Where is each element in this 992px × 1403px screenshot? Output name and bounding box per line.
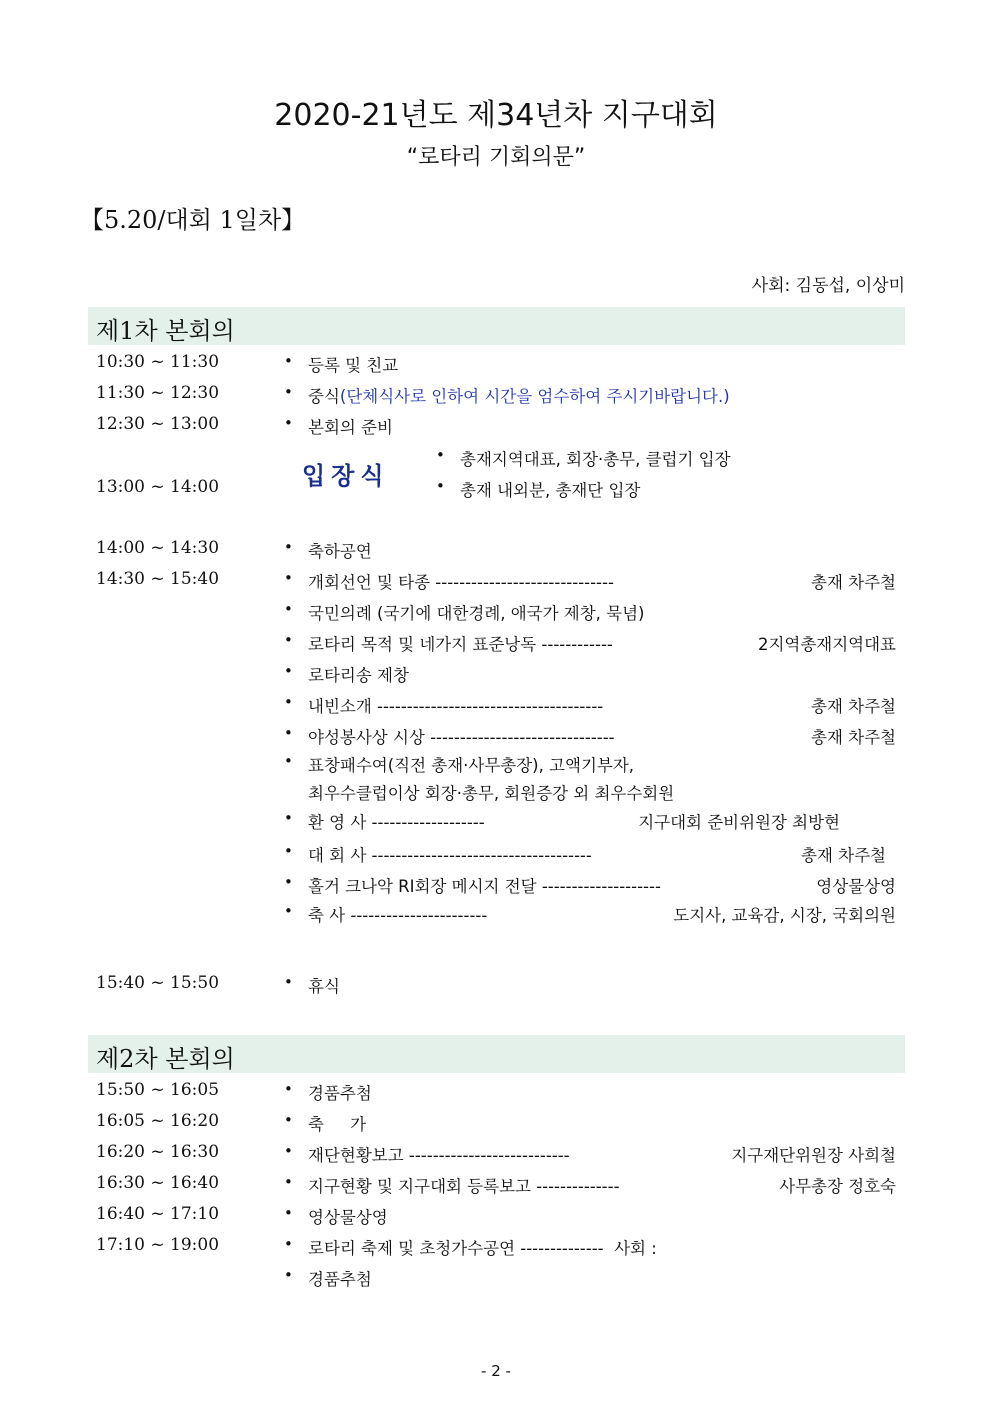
entrance-item: 총재 내외분, 총재단 입장: [460, 481, 641, 500]
bullet-icon: •: [284, 352, 293, 370]
section-2-title: 제2차 본회의: [96, 1045, 235, 1073]
bullet-icon: •: [436, 477, 445, 495]
bullet-icon: •: [284, 631, 293, 649]
schedule-item: 등록 및 친교: [308, 356, 399, 375]
bullet-icon: •: [284, 600, 293, 618]
schedule-item: 영상물상영: [308, 1208, 388, 1227]
schedule-time: 11:30 ~ 12:30: [96, 383, 220, 403]
schedule-item: 경품추첨: [308, 1084, 372, 1103]
schedule-item: 표창패수여(직전 총재·사무총장), 고액기부자,: [308, 756, 635, 775]
schedule-item: 지구현황 및 지구대회 등록보고 --------------: [308, 1177, 620, 1196]
entrance-label: 입장식: [302, 462, 390, 490]
section-1-title: 제1차 본회의: [96, 317, 235, 345]
schedule-time: 14:30 ~ 15:40: [96, 569, 220, 589]
schedule-time: 17:10 ~ 19:00: [96, 1235, 220, 1255]
schedule-item: 로타리 목적 및 네가지 표준낭독 ------------: [308, 635, 613, 654]
bullet-icon: •: [284, 873, 293, 891]
bullet-icon: •: [284, 1235, 293, 1253]
schedule-item: 개회선언 및 타종 ------------------------------: [308, 573, 614, 592]
bullet-icon: •: [284, 383, 293, 401]
schedule-item: [308, 383, 730, 407]
schedule-item-text: 중식: [308, 387, 340, 406]
bullet-icon: •: [284, 1080, 293, 1098]
section-1-header: [88, 307, 905, 345]
schedule-item: 내빈소개 --------------------------------------: [308, 697, 604, 716]
page-title: 2020-21년도 제34년차 지구대회: [274, 98, 718, 133]
schedule-item: 축하공연: [308, 542, 372, 561]
bullet-icon: •: [284, 569, 293, 587]
schedule-time: 13:00 ~ 14:00: [96, 477, 220, 497]
schedule-time: 14:00 ~ 14:30: [96, 538, 220, 558]
bullet-icon: •: [284, 1111, 293, 1129]
schedule-time: 12:30 ~ 13:00: [96, 414, 220, 434]
presenter: 2지역총재지역대표: [757, 635, 896, 654]
schedule-item: 로타리 축제 및 초청가수공연 -------------- 사회 :: [308, 1239, 657, 1258]
mc-names: 사회: 김동섭, 이상미: [751, 276, 905, 296]
schedule-item-continued: 최우수클럽이상 회장·총무, 회원증강 외 최우수회원: [308, 784, 675, 803]
bullet-icon: •: [284, 1204, 293, 1222]
schedule-time: 16:30 ~ 16:40: [96, 1173, 220, 1193]
schedule-time: 16:20 ~ 16:30: [96, 1142, 220, 1162]
presenter: 총재 차주철: [811, 728, 896, 747]
lunch-note: (단체식사로 인하여 시간을 엄수하여 주시기바랍니다.): [339, 387, 730, 406]
presenter: 총재 차주철: [811, 573, 896, 592]
presenter: 지구재단위원장 사희철: [731, 1146, 896, 1165]
schedule-time: 10:30 ~ 11:30: [96, 352, 220, 372]
presenter: 지구대회 준비위원장 최방현: [638, 813, 840, 832]
presenter: 총재 차주철: [811, 697, 896, 716]
bullet-icon: •: [284, 809, 293, 827]
bullet-icon: •: [284, 414, 293, 432]
presenter: 총재 차주철: [801, 846, 886, 865]
schedule-item: 재단현황보고 ---------------------------: [308, 1146, 570, 1165]
bullet-icon: •: [284, 1142, 293, 1160]
bullet-icon: •: [284, 842, 293, 860]
schedule-item: 축 가: [308, 1115, 367, 1134]
schedule-item: 환 영 사 -------------------: [308, 813, 485, 832]
entrance-item: 총재지역대표, 회장·총무, 클럽기 입장: [460, 450, 731, 469]
bullet-icon: •: [284, 1173, 293, 1191]
bullet-icon: •: [284, 752, 293, 770]
schedule-item: 경품추첨: [308, 1270, 372, 1289]
schedule-time: 16:40 ~ 17:10: [96, 1204, 220, 1224]
bullet-icon: •: [284, 902, 293, 920]
schedule-time: 16:05 ~ 16:20: [96, 1111, 220, 1131]
presenter: 사무총장 정호숙: [779, 1177, 896, 1196]
bullet-icon: •: [284, 538, 293, 556]
schedule-item: 휴식: [308, 977, 340, 996]
section-2-header: [88, 1035, 905, 1073]
page-subtitle: “로타리 기회의문”: [406, 145, 586, 170]
schedule-item: 야성봉사상 시상 -------------------------------: [308, 728, 615, 747]
presenter: 도지사, 교육감, 시장, 국회의원: [673, 906, 896, 925]
presenter: 영상물상영: [816, 877, 896, 896]
schedule-item: 축 사 -----------------------: [308, 906, 488, 925]
bullet-icon: •: [436, 446, 445, 464]
schedule-time: 15:50 ~ 16:05: [96, 1080, 220, 1100]
bullet-icon: •: [284, 973, 293, 991]
bullet-icon: •: [284, 724, 293, 742]
bullet-icon: •: [284, 662, 293, 680]
schedule-item: 국민의례 (국기에 대한경례, 애국가 제창, 묵념): [308, 604, 645, 623]
bullet-icon: •: [284, 693, 293, 711]
schedule-time: 15:40 ~ 15:50: [96, 973, 220, 993]
day-heading: 【5.20/대회 1일차】: [80, 206, 306, 234]
page-number: - 2 -: [481, 1362, 511, 1380]
schedule-item: 홀거 크나악 RI회장 메시지 전달 --------------------: [308, 877, 661, 896]
schedule-item: 로타리송 제창: [308, 666, 409, 685]
schedule-item: 본회의 준비: [308, 418, 393, 437]
schedule-item: 대 회 사 -------------------------------------: [308, 846, 592, 865]
bullet-icon: •: [284, 1266, 293, 1284]
